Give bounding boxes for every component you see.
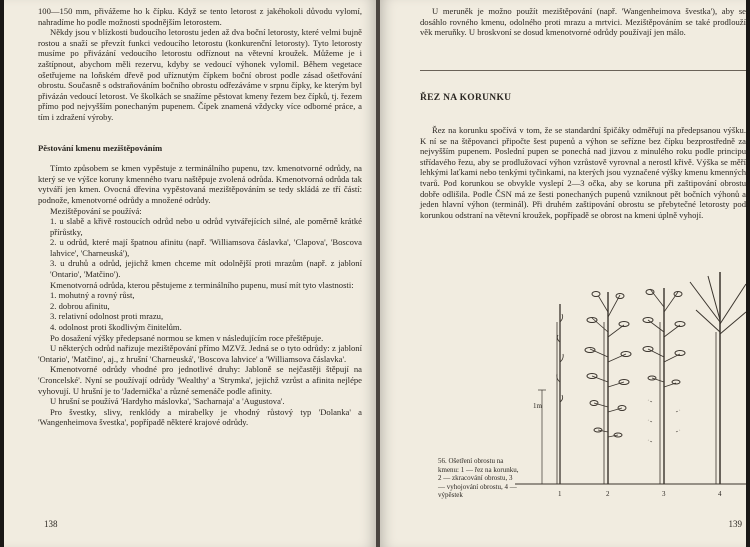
paragraph: Po dosažení výšky předepsané normou se kmen v následujícím roce přeštěpuje.: [50, 332, 324, 343]
left-page: [4, 0, 376, 547]
list-item: 2. dobrou afinitu,: [50, 300, 110, 311]
list-item: 1. u slabě a křivě rostoucích odrůd nebo u odrůd vytvářejících silné, ale poměrně krátké přírůstky,: [50, 216, 362, 237]
figure-label: 2: [606, 490, 610, 498]
paragraph: Kmenotvorná odrůda, kterou pěstujeme z terminálního pupenu, musí mít tyto vlastnosti:: [50, 279, 354, 290]
tree-2: [585, 292, 631, 485]
paragraph: Někdy jsou v blízkosti budoucího letorostu jeden až dva boční letorosty, které velmi bujně rostou a snaží se převzít funkci vedoucího letorostu (konkurenční letorosty). Tyto letorosty musíme po přivázání vedoucího letorostu odříznout na větevní kroužek. Můžeme je i zaštípnout, abychom měli rezervu, kdyby se vedoucí výhonek vylomil. Během vegetace ošetřujeme na loňském dřevě pod uříznutým čípkem boční obrost podle zásad ošetřování obrostu. Současně s odstraňováním bočního obrostu odřezáváme v srpnu čípky, ke kterým byl přivázán vedoucí letorost. Ve školkách se snažíme pěstovat kmeny řezem bez čípků, tj. řezem přímo pod nejvyšším ponechaným pupenem. Čípek znamená vždycky více odborné práce, a tím i zdražení výroby.: [38, 27, 362, 122]
paragraph: 100—150 mm, přivážeme ho k čípku. Když se tento letorost z jakéhokoli důvodu vylomí, nahradíme ho podle možnosti spodnějším letorostem.: [38, 6, 362, 27]
list-item: 1. mohutný a rovný růst,: [50, 290, 135, 301]
figure-caption: 56. Ošetření obrostu na kmenu: 1 — řez na korunku, 2 — zkracování obrostu, 3 — vyhojování obrostu, 4 — výpěstek: [438, 457, 519, 499]
figure-label: 4: [718, 490, 722, 498]
list-item: 3. relativní odolnost proti mrazu,: [50, 311, 164, 322]
tree-3: [643, 288, 685, 484]
figure-label: 1: [558, 490, 562, 498]
right-page-body: [420, 125, 746, 220]
left-page-body: [38, 6, 362, 428]
tree-4: [690, 272, 746, 484]
section-heading: Pěstování kmenu mezištěpováním: [38, 142, 163, 153]
tree-illustration-figure: [420, 262, 746, 507]
paragraph: U meruněk je možno použít mezištěpování (např. 'Wangenheimova švestka'), aby se dosáhlo rovného kmenu, odolného proti mrazu a mrtvici. Mezištěpováním se také prodlouží věk meruňky. U broskvoní se dosud kmenotvorné odrůdy používají jen málo.: [420, 6, 746, 38]
paragraph: Tímto způsobem se kmen vypěstuje z terminálního pupenu, tzv. kmenotvorné odrůdy, na který se ve výšce koruny kmenného tvaru naštěpuje zvolená odrůda. Kmenotvorná odrůda tak vytváří jen kmen. Ovocná dřevina vypěstovaná mezištěpováním se tedy skládá ze tří částí: podnože, kmenotvorné odrůdy a množené odrůdy.: [38, 163, 362, 205]
list-item: 2. u odrůd, které mají špatnou afinitu (např. 'Williamsova čáslavka', 'Clapova', 'Boscova lahvice', 'Charneuská'),: [50, 237, 362, 258]
paragraph: Kmenotvorné odrůdy vhodné pro jednotlivé druhy: Jabloně se nejčastěji štěpují na 'Croncelské'. Nyní se používají odrůdy 'Wealthy' a 'Strymka', jejichž vzrůst a afinita nejlépe vyhovují. U hrušní je to 'Jadernička' a různé semenáče podle afinity.: [38, 364, 362, 396]
page-number: 139: [728, 519, 742, 529]
section-title: ŘEZ NA KORUNKU: [420, 93, 512, 103]
paragraph: U některých odrůd nařizuje mezištěpování přímo MZVž. Jedná se o tyto odrůdy: z jabloní 'Ontario', 'Matčino', aj., z hrušní 'Charneuská', 'Boscova lahvice' a 'Williamsova čáslavka'.: [38, 343, 362, 364]
paragraph: Řez na korunku spočívá v tom, že se standardní špičáky odměřují na předepsanou výšku. K ní se na štěpovanci připočte šest pupenů a výhon se seřízne bez čípku bezprostředně za nejvyšším pupenem. Poslední pupen se ponechá nad jizvou z minulého roku podle principu střídavého řezu, aby se prodlužovací výhon vzrůstově vyrovnal a nerostl křivě. Výška se měří lehkými laťkami nebo tenkými tyčinkami, na kterých jsou vyznačené výšky kmenu kmenných tvarů. Pod korunkou se obvykle vyslepí 2—3 očka, aby se koruna při zaštipování obrostu dobře odlišila. Podle ČSN má ze šesti ponechaných pupenů vzniknout pět bočních výhonů a jeden hlavní výhon (terminál). Při druhém zaštipování obrostu se přebytečné letorosty pod korunkou odstraní na větevní kroužek, popřípadě se obrost na kmeni úplně vyhojí.: [420, 125, 746, 220]
figure-label: 3: [662, 490, 666, 498]
list-item: 3. u druhů a odrůd, jejichž kmen chceme mít odolnější proti mrazům (např. z jabloní 'Ontario', 'Matčino').: [50, 258, 362, 280]
paragraph: U hrušní se používá 'Hardyho máslovka', 'Sacharnaja' a 'Augustova'.: [50, 396, 285, 407]
tree-1: [538, 304, 563, 484]
page-number: 138: [44, 519, 58, 529]
section-divider: [420, 70, 746, 71]
scale-label: 1m: [533, 402, 542, 410]
paragraph: Pro švestky, slivy, renklódy a mirabelky je vhodný růstový typ 'Dolanka' a 'Wangenheimova švestka', popřípadě některé krajové odrůdy.: [38, 406, 362, 428]
right-page-top-text: [420, 6, 746, 38]
paragraph: Mezištěpování se používá:: [50, 205, 142, 216]
right-page: [380, 0, 746, 547]
list-item: 4. odolnost proti škodlivým činitelům.: [50, 322, 182, 333]
